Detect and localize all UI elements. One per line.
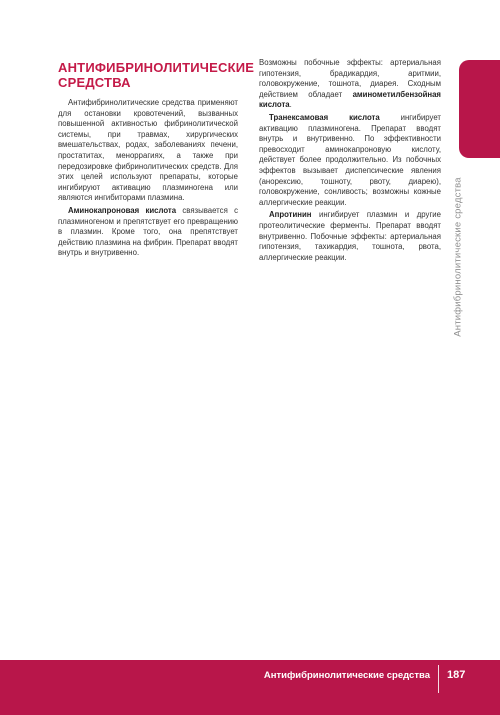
side-effects-end: . xyxy=(289,100,292,110)
aprotinin-text: ингибирует плазмин и другие протеолитические ферменты. Препарат вводят внутривенно. Побочные эффекты: артериальная гипотензия, тахикардия, тошнота, рвота, аллергические реакции. xyxy=(259,210,441,262)
drug-name-aminocaproic: Аминокапроновая кислота xyxy=(68,205,177,215)
page-footer xyxy=(0,660,500,715)
aminocaproic-text: связывается с плазминогеном и препятствует его превращению в плазмин. Кроме того, она препятствует действию плазмина на фибрин. Препарат вводят внутрь и внутривенно. xyxy=(58,205,238,258)
side-effects-paragraph xyxy=(259,58,441,111)
tranexamic-paragraph xyxy=(259,113,441,208)
aminocaproic-paragraph xyxy=(58,206,238,259)
side-chapter-label xyxy=(446,176,470,338)
section-heading xyxy=(58,60,255,90)
page-number: 187 xyxy=(447,669,466,681)
drug-name-aprotinin: Апротинин xyxy=(269,210,312,220)
chapter-tab xyxy=(459,60,500,158)
tranexamic-text: ингибирует активацию плазминогена. Препарат вводят внутрь и внутривенно. По эффективности превосходит аминокапроновую кислоту, действует более продолжительно. Из побочных эффектов вызывает диспепсические явления (анорексию, тошноту, рвоту, диарею), головокружение, сонливость; возможны кожные аллергические реакции. xyxy=(259,112,442,207)
footer-divider xyxy=(438,665,439,693)
intro-paragraph: Антифибринолитические средства применяют для остановки кровотечений, вызванных повышенной активностью фибринолитической системы, при травмах, хирургических вмешательствах, родах, заболеваниях печени, простатитах, меноррагиях, а также при передозировке фибринолитических средств. Для этих целей используют препараты, которые ингибируют активацию плазминогена или являются ингибиторами плазмина. xyxy=(58,98,238,203)
section-heading-line1: АНТИФИБРИНОЛИТИЧЕСКИЕ xyxy=(58,60,255,75)
section-heading-line2: СРЕДСТВА xyxy=(58,75,131,90)
drug-name-aminomethylbenzoic: аминометилбензойная кислота xyxy=(259,89,441,110)
side-effects-text: Возможны побочные эффекты: артериальная гипотензия, брадикардия, аритмии, головокружение, тошнота, диарея. Сходным действием обладает xyxy=(259,58,441,99)
side-chapter-label-text: Антифибринолитические средства xyxy=(452,177,464,337)
left-column xyxy=(58,60,255,259)
footer-title: Антифибринолитические средства xyxy=(263,670,430,681)
right-column xyxy=(259,58,441,263)
drug-name-tranexamic: Транексамовая кислота xyxy=(269,112,380,122)
aprotinin-paragraph xyxy=(259,210,441,263)
